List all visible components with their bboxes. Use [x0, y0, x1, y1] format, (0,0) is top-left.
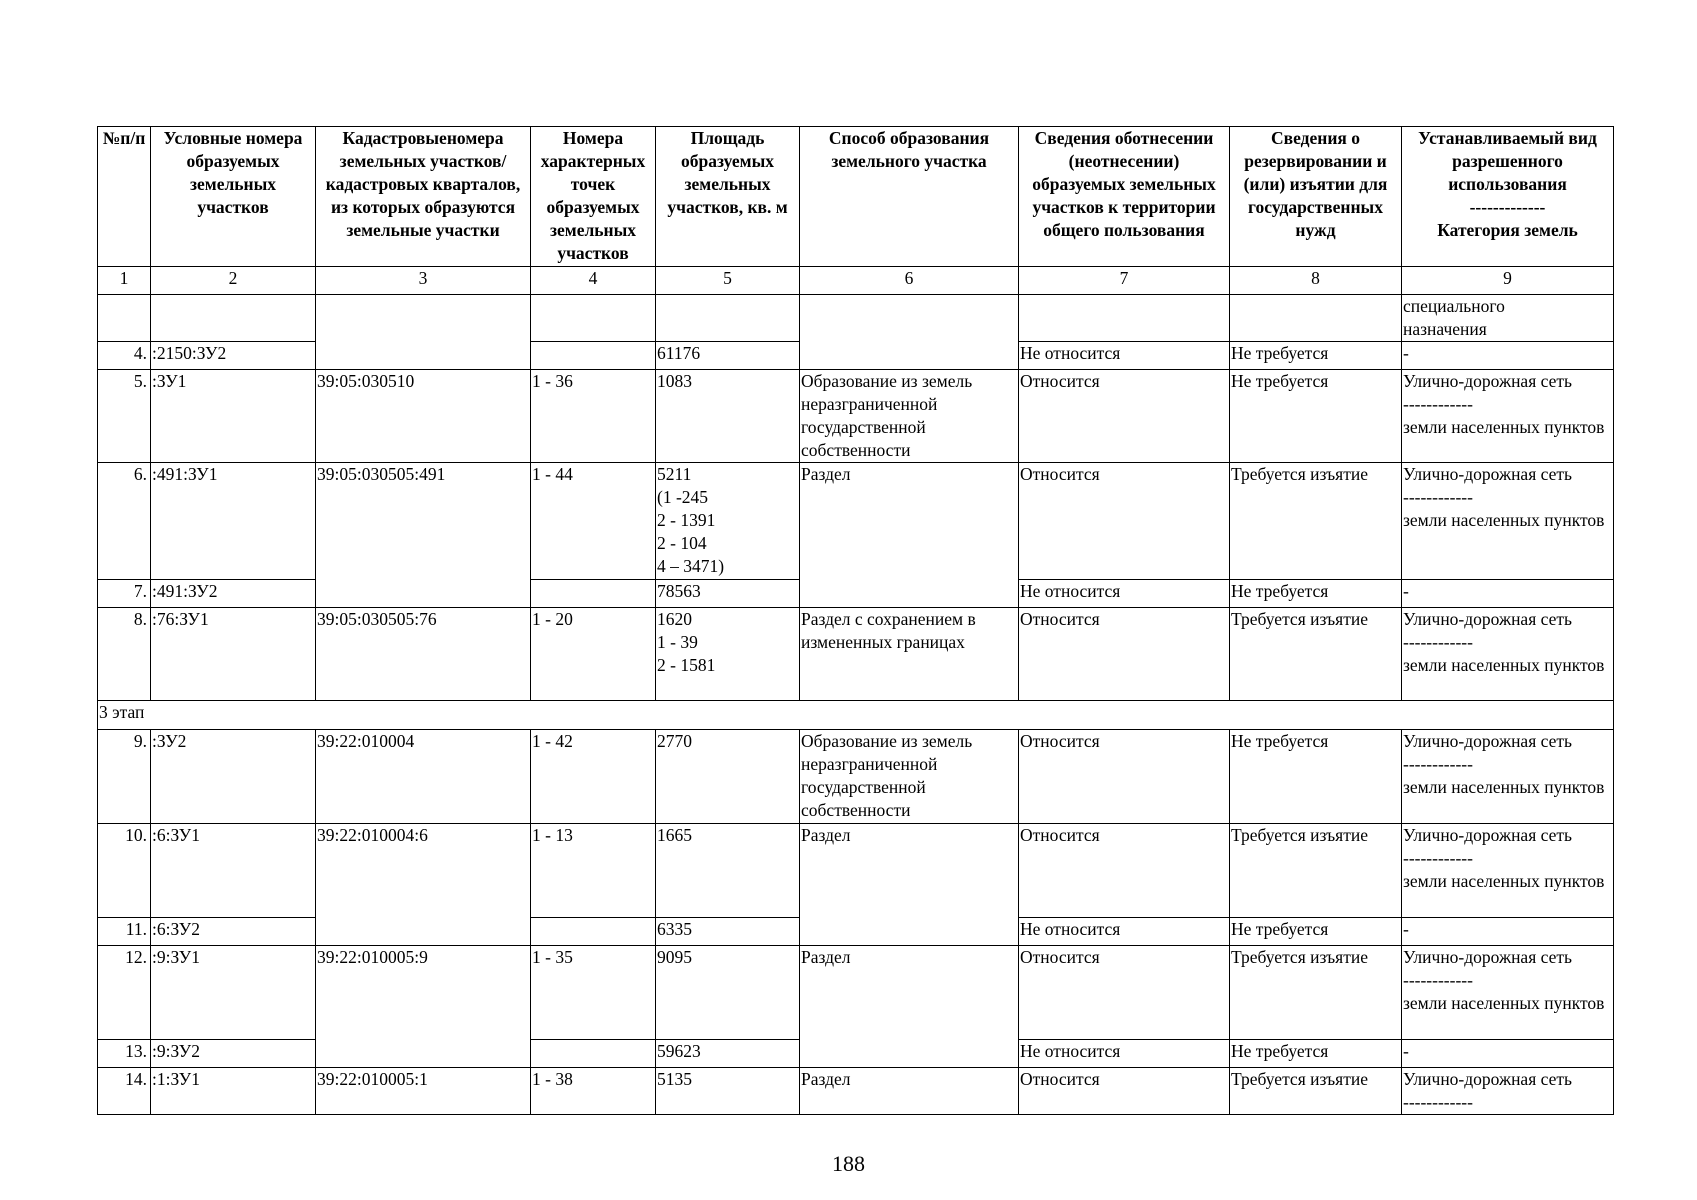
points-cell: 1 - 20 — [531, 608, 656, 701]
points-cell: 1 - 35 — [531, 946, 656, 1040]
column-number: 9 — [1402, 267, 1614, 295]
row-number: 4. — [98, 342, 151, 370]
reservation-cell: Требуется изъятие — [1230, 824, 1402, 918]
permitted-use-cell: - — [1402, 1040, 1614, 1068]
cell — [531, 295, 656, 342]
permitted-use-cell: Улично-дорожная сеть ------------ земли населенных пунктов — [1402, 370, 1614, 463]
plot-id-cell: :491:ЗУ2 — [151, 580, 316, 608]
cadastral-number-cell: 39:22:010004 — [316, 730, 531, 824]
table-row — [98, 946, 1614, 1040]
formation-method-cell: Раздел — [800, 463, 1019, 608]
plot-id-cell: :6:ЗУ1 — [151, 824, 316, 918]
row-number: 10. — [98, 824, 151, 918]
plot-id-cell: :491:ЗУ1 — [151, 463, 316, 580]
column-number: 1 — [98, 267, 151, 295]
table-row — [98, 295, 1614, 342]
public-territory-cell: Не относится — [1019, 1040, 1230, 1068]
cell — [151, 295, 316, 342]
row-number: 9. — [98, 730, 151, 824]
plot-id-cell: :1:ЗУ1 — [151, 1068, 316, 1115]
reservation-cell: Не требуется — [1230, 580, 1402, 608]
area-cell: 9095 — [656, 946, 800, 1040]
plot-id-cell: :2150:ЗУ2 — [151, 342, 316, 370]
column-number: 7 — [1019, 267, 1230, 295]
public-territory-cell: Относится — [1019, 608, 1230, 701]
reservation-cell: Требуется изъятие — [1230, 946, 1402, 1040]
cell — [316, 295, 531, 370]
table-row — [98, 730, 1614, 824]
points-cell — [531, 580, 656, 608]
table-row — [98, 1068, 1614, 1115]
header-cell: Устанавливаемый вид разрешенного использования ------------- Категория земель — [1402, 127, 1614, 267]
plot-id-cell: :76:ЗУ1 — [151, 608, 316, 701]
column-number: 8 — [1230, 267, 1402, 295]
area-cell: 5211 (1 -245 2 - 1391 2 - 104 4 – 3471) — [656, 463, 800, 580]
permitted-use-cell: - — [1402, 342, 1614, 370]
public-territory-cell: Относится — [1019, 1068, 1230, 1115]
points-cell — [531, 342, 656, 370]
row-number: 14. — [98, 1068, 151, 1115]
reservation-cell: Не требуется — [1230, 1040, 1402, 1068]
plot-id-cell: :6:ЗУ2 — [151, 918, 316, 946]
public-territory-cell: Относится — [1019, 370, 1230, 463]
column-number: 2 — [151, 267, 316, 295]
points-cell: 1 - 38 — [531, 1068, 656, 1115]
column-numbers-row — [98, 267, 1614, 295]
header-cell: Сведения оботнесении (неотнесении) образуемых земельных участков к территории общего пользования — [1019, 127, 1230, 267]
area-cell: 1083 — [656, 370, 800, 463]
permitted-use-cell: Улично-дорожная сеть ------------ земли населенных пунктов — [1402, 824, 1614, 918]
permitted-use-cell: Улично-дорожная сеть ------------ земли населенных пунктов — [1402, 730, 1614, 824]
permitted-use-cell: специального назначения — [1402, 295, 1614, 342]
points-cell: 1 - 13 — [531, 824, 656, 918]
row-number: 8. — [98, 608, 151, 701]
header-cell: Условные номера образуемых земельных участков — [151, 127, 316, 267]
area-cell: 1665 — [656, 824, 800, 918]
plot-id-cell: :9:ЗУ1 — [151, 946, 316, 1040]
public-territory-cell: Относится — [1019, 946, 1230, 1040]
cell — [98, 295, 151, 342]
row-number: 12. — [98, 946, 151, 1040]
points-cell: 1 - 44 — [531, 463, 656, 580]
cadastral-number-cell: 39:05:030505:76 — [316, 608, 531, 701]
area-cell: 78563 — [656, 580, 800, 608]
column-number: 4 — [531, 267, 656, 295]
cadastral-number-cell: 39:22:010005:9 — [316, 946, 531, 1068]
row-number: 6. — [98, 463, 151, 580]
stage-label: 3 этап — [98, 701, 1614, 730]
header-cell: Номера характерных точек образуемых земельных участков — [531, 127, 656, 267]
reservation-cell: Не требуется — [1230, 918, 1402, 946]
permitted-use-cell: - — [1402, 580, 1614, 608]
points-cell — [531, 1040, 656, 1068]
plot-id-cell: :9:ЗУ2 — [151, 1040, 316, 1068]
header-cell: Способ образования земельного участка — [800, 127, 1019, 267]
public-territory-cell: Относится — [1019, 730, 1230, 824]
public-territory-cell: Относится — [1019, 463, 1230, 580]
table-row — [98, 370, 1614, 463]
area-cell: 61176 — [656, 342, 800, 370]
cadastral-number-cell: 39:22:010005:1 — [316, 1068, 531, 1115]
formation-method-cell: Раздел — [800, 946, 1019, 1068]
formation-method-cell: Раздел — [800, 824, 1019, 946]
plot-id-cell: :ЗУ2 — [151, 730, 316, 824]
cell — [1019, 295, 1230, 342]
permitted-use-cell: Улично-дорожная сеть ------------ земли населенных пунктов — [1402, 608, 1614, 701]
permitted-use-cell: Улично-дорожная сеть ------------ — [1402, 1068, 1614, 1115]
row-number: 7. — [98, 580, 151, 608]
public-territory-cell: Относится — [1019, 824, 1230, 918]
stage-row — [98, 701, 1614, 730]
page-number: 188 — [832, 1151, 865, 1176]
formation-method-cell: Раздел — [800, 1068, 1019, 1115]
reservation-cell: Не требуется — [1230, 370, 1402, 463]
area-cell: 1620 1 - 39 2 - 1581 — [656, 608, 800, 701]
header-cell: Площадь образуемых земельных участков, кв. м — [656, 127, 800, 267]
permitted-use-cell: Улично-дорожная сеть ------------ земли населенных пунктов — [1402, 946, 1614, 1040]
land-plots-table — [97, 126, 1614, 1115]
public-territory-cell: Не относится — [1019, 342, 1230, 370]
table-row — [98, 608, 1614, 701]
header-cell: Кадастровыеномера земельных участков/кадастровых кварталов, из которых образуются земельные участки — [316, 127, 531, 267]
area-cell: 2770 — [656, 730, 800, 824]
plot-id-cell: :ЗУ1 — [151, 370, 316, 463]
row-number: 11. — [98, 918, 151, 946]
area-cell: 59623 — [656, 1040, 800, 1068]
reservation-cell: Не требуется — [1230, 730, 1402, 824]
cell — [656, 295, 800, 342]
column-number: 5 — [656, 267, 800, 295]
cadastral-number-cell: 39:05:030505:491 — [316, 463, 531, 608]
reservation-cell: Требуется изъятие — [1230, 1068, 1402, 1115]
permitted-use-cell: - — [1402, 918, 1614, 946]
area-cell: 6335 — [656, 918, 800, 946]
cell — [800, 295, 1019, 370]
header-cell: №п/п — [98, 127, 151, 267]
formation-method-cell: Образование из земель неразграниченной государственной собственности — [800, 730, 1019, 824]
reservation-cell: Требуется изъятие — [1230, 608, 1402, 701]
header-row — [98, 127, 1614, 267]
row-number: 13. — [98, 1040, 151, 1068]
cell — [1230, 295, 1402, 342]
row-number: 5. — [98, 370, 151, 463]
formation-method-cell: Раздел с сохранением в измененных границах — [800, 608, 1019, 701]
public-territory-cell: Не относится — [1019, 580, 1230, 608]
header-cell: Сведения о резервировании и (или) изъятии для государственных нужд — [1230, 127, 1402, 267]
points-cell: 1 - 42 — [531, 730, 656, 824]
column-number: 6 — [800, 267, 1019, 295]
public-territory-cell: Не относится — [1019, 918, 1230, 946]
reservation-cell: Не требуется — [1230, 342, 1402, 370]
reservation-cell: Требуется изъятие — [1230, 463, 1402, 580]
formation-method-cell: Образование из земель неразграниченной государственной собственности — [800, 370, 1019, 463]
area-cell: 5135 — [656, 1068, 800, 1115]
permitted-use-cell: Улично-дорожная сеть ------------ земли населенных пунктов — [1402, 463, 1614, 580]
table-row — [98, 824, 1614, 918]
points-cell: 1 - 36 — [531, 370, 656, 463]
table-row — [98, 463, 1614, 580]
column-number: 3 — [316, 267, 531, 295]
points-cell — [531, 918, 656, 946]
cadastral-number-cell: 39:22:010004:6 — [316, 824, 531, 946]
cadastral-number-cell: 39:05:030510 — [316, 370, 531, 463]
